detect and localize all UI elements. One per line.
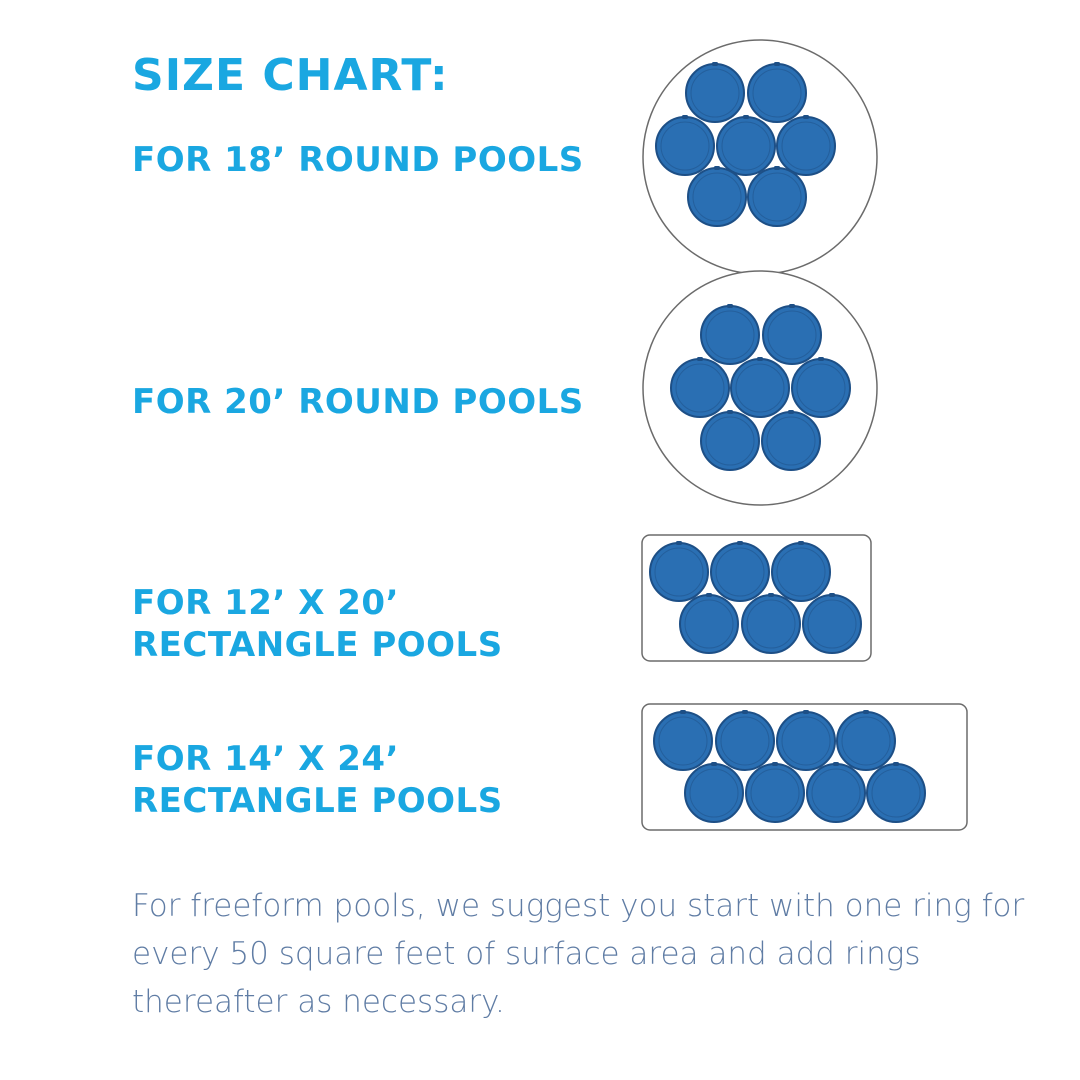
pool-label-line: FOR 20’ ROUND POOLS [132,382,584,422]
pool-ring [680,593,738,653]
pool-ring [731,357,789,417]
pool-ring [748,166,806,226]
pool-ring [656,115,714,175]
pool-label-line: FOR 12’ X 20’ [132,583,399,623]
pool-ring [746,762,804,822]
pool-ring [671,357,729,417]
pool-ring [717,115,775,175]
pool-ring [807,762,865,822]
pool-ring [701,410,759,470]
pool-ring [716,710,774,770]
pool-diagram-round-20 [638,266,886,514]
pool-ring [688,166,746,226]
pool-ring [792,357,850,417]
pool-label-line: FOR 14’ X 24’ [132,739,399,779]
pool-ring [837,710,895,770]
pool-label-line: FOR 18’ ROUND POOLS [132,140,584,180]
pool-ring [803,593,861,653]
pool-ring [777,710,835,770]
pool-ring [772,541,830,601]
pool-label-rect-12x20 [132,582,503,666]
page-title: SIZE CHART: [132,50,449,101]
pool-diagram-round-18 [638,40,886,288]
pool-label-line: RECTANGLE POOLS [132,625,503,665]
pool-label-round-20 [132,381,584,423]
freeform-note: For freeform pools, we suggest you start with one ring for every 50 square feet of surface area and add rings thereafter as necessary. [132,888,1025,1020]
pool-ring [748,62,806,122]
pool-label-round-18 [132,139,584,181]
pool-ring [763,304,821,364]
pool-ring [685,762,743,822]
pool-label-rect-14x24 [132,738,503,822]
pool-ring [867,762,925,822]
pool-ring [777,115,835,175]
pool-ring [701,304,759,364]
pool-ring [654,710,712,770]
pool-diagram-rect-12x20 [638,530,876,668]
pool-diagram-rect-14x24 [638,698,972,836]
pool-ring [742,593,800,653]
pool-ring [711,541,769,601]
pool-label-line: RECTANGLE POOLS [132,781,503,821]
pool-ring [686,62,744,122]
pool-ring [650,541,708,601]
pool-ring [762,410,820,470]
